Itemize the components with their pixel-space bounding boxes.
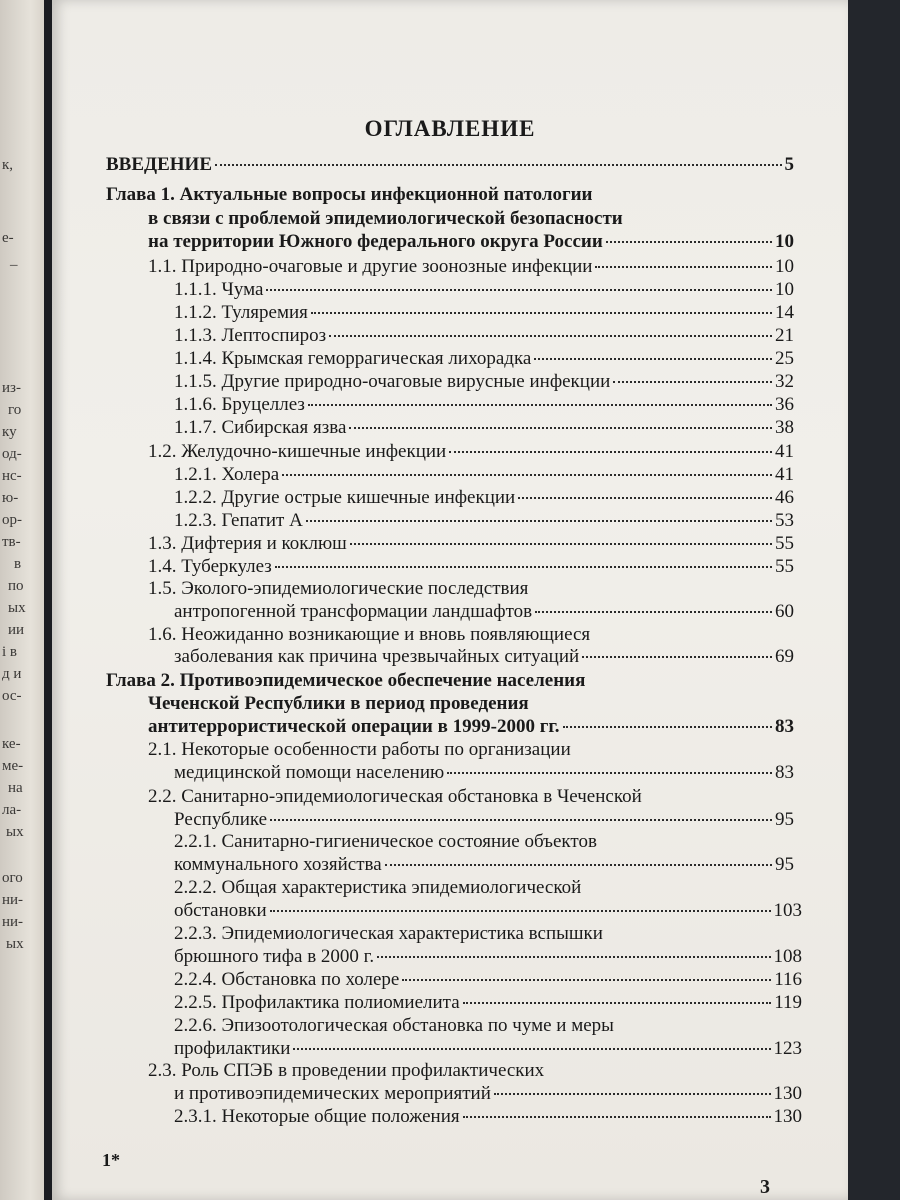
dot-leader xyxy=(282,474,772,476)
page-ref: 116 xyxy=(774,969,802,990)
dot-leader xyxy=(447,772,772,774)
dot-leader xyxy=(349,427,772,429)
toc-entry-2-2-line-2: Республике 95 xyxy=(174,809,794,830)
dot-leader xyxy=(266,289,772,291)
toc-entry-2-2-4: 2.2.4. Обстановка по холере 116 xyxy=(174,969,802,990)
toc-entry-2-1-line-2: медицинской помощи населению 83 xyxy=(174,762,794,783)
toc-entry-1-6-line-2: заболевания как причина чрезвычайных ситуаций 69 xyxy=(174,646,794,667)
page-ref: 108 xyxy=(773,946,802,967)
toc-entry-1-1-7: 1.1.7. Сибирская язва 38 xyxy=(174,417,794,438)
left-page-fragment: і в xyxy=(2,644,17,660)
page-ref: 14 xyxy=(775,302,794,323)
page-ref: 103 xyxy=(773,900,802,921)
toc-page xyxy=(52,0,848,1200)
page-ref: 119 xyxy=(774,992,802,1013)
page-ref: 25 xyxy=(775,348,794,369)
dot-leader xyxy=(329,335,772,337)
dot-leader xyxy=(293,1048,770,1050)
toc-entry-2-2-3-line-1: 2.2.3. Эпидемиологическая характеристика вспышки xyxy=(174,923,603,944)
page-ref: 69 xyxy=(775,646,794,667)
toc-entry-2-2-6-line-1: 2.2.6. Эпизоотологическая обстановка по чуме и меры xyxy=(174,1015,614,1036)
toc-entry-1-1: 1.1. Природно-очаговые и другие зоонозные инфекции 10 xyxy=(148,256,794,277)
left-page-fragment: ку xyxy=(2,424,17,440)
left-page-fragment: ии xyxy=(8,622,25,638)
dot-leader xyxy=(463,1002,772,1004)
dot-leader xyxy=(311,312,772,314)
left-facing-page xyxy=(0,0,44,1200)
page-ref: 10 xyxy=(775,279,794,300)
toc-chapter-2-line-2: Чеченской Республики в период проведения xyxy=(148,693,529,714)
dot-leader xyxy=(402,979,771,981)
left-page-fragment: на xyxy=(8,780,23,796)
left-page-fragment: ос- xyxy=(2,688,22,704)
toc-chapter-1-line-3: на территории Южного федерального округа России 10 xyxy=(148,231,794,252)
page-ref: 32 xyxy=(775,371,794,392)
left-page-fragment: ни- xyxy=(2,914,24,930)
toc-entry-2-1-line-1: 2.1. Некоторые особенности работы по организации xyxy=(148,739,571,760)
dot-leader xyxy=(463,1116,771,1118)
left-page-fragment: го xyxy=(8,402,22,418)
dot-leader xyxy=(275,566,772,568)
toc-entry-1-1-2: 1.1.2. Туляремия 14 xyxy=(174,302,794,323)
left-page-fragment: по xyxy=(8,578,24,594)
page-ref: 53 xyxy=(775,510,794,531)
toc-entry-1-5-line-1: 1.5. Эколого-эпидемиологические последствия xyxy=(148,578,529,599)
dot-leader xyxy=(563,726,772,728)
toc-entry-1-2-3: 1.2.3. Гепатит А 53 xyxy=(174,510,794,531)
dot-leader xyxy=(606,241,772,243)
signature-mark: 1* xyxy=(102,1150,120,1170)
page-ref: 41 xyxy=(775,464,794,485)
dot-leader xyxy=(270,819,772,821)
left-page-fragment: ю- xyxy=(2,490,19,506)
left-page-fragment: нс- xyxy=(2,468,22,484)
toc-chapter-2-line-1: Глава 2. Противоэпидемическое обеспечение населения xyxy=(106,670,586,691)
page-ref: 130 xyxy=(773,1106,802,1127)
page-ref: 130 xyxy=(773,1083,802,1104)
left-page-fragment: в xyxy=(14,556,22,572)
dot-leader xyxy=(270,910,771,912)
dot-leader xyxy=(385,864,772,866)
toc-entry-1-1-3: 1.1.3. Лептоспироз 21 xyxy=(174,325,794,346)
left-page-fragment: ла- xyxy=(2,802,22,818)
left-page-fragment: ке- xyxy=(2,736,21,752)
toc-entry-2-2-5: 2.2.5. Профилактика полиомиелита 119 xyxy=(174,992,802,1013)
left-page-fragment: ни- xyxy=(2,892,24,908)
dot-leader xyxy=(582,656,772,658)
left-page-fragment: ор- xyxy=(2,512,22,528)
toc-entry-1-3: 1.3. Дифтерия и коклюш 55 xyxy=(148,533,794,554)
dot-leader xyxy=(535,611,772,613)
toc-chapter-1-line-2: в связи с проблемой эпидемиологической безопасности xyxy=(148,208,623,229)
toc-entry-1-1-6: 1.1.6. Бруцеллез 36 xyxy=(174,394,794,415)
toc-entry-1-4: 1.4. Туберкулез 55 xyxy=(148,556,794,577)
toc-entry-1-2-1: 1.2.1. Холера 41 xyxy=(174,464,794,485)
toc-entry-2-3-line-2: и противоэпидемических мероприятий 130 xyxy=(174,1083,802,1104)
toc-entry-1-1-4: 1.1.4. Крымская геморрагическая лихорадка 25 xyxy=(174,348,794,369)
dot-leader xyxy=(449,451,772,453)
page-ref: 123 xyxy=(773,1038,802,1059)
toc-entry-2-3-1: 2.3.1. Некоторые общие положения 130 xyxy=(174,1106,802,1127)
page-ref: 10 xyxy=(775,231,794,252)
toc-chapter-2-line-3: антитеррористической операции в 1999-2000 гг. 83 xyxy=(148,716,794,737)
dot-leader xyxy=(595,266,772,268)
toc-entry-2-2-1-line-2: коммунального хозяйства 95 xyxy=(174,854,794,875)
dot-leader xyxy=(350,543,772,545)
page-ref: 38 xyxy=(775,417,794,438)
toc-entry-2-3-line-1: 2.3. Роль СПЭБ в проведении профилактических xyxy=(148,1060,545,1081)
toc-entry-2-2-1-line-1: 2.2.1. Санитарно-гигиеническое состояние объектов xyxy=(174,831,597,852)
left-page-fragment: од- xyxy=(2,446,22,462)
page-ref: 41 xyxy=(775,441,794,462)
dot-leader xyxy=(215,164,782,166)
left-page-fragment: тв- xyxy=(2,534,21,550)
page-ref: 46 xyxy=(775,487,794,508)
left-page-fragment: ого xyxy=(2,870,23,886)
toc-entry-1-2: 1.2. Желудочно-кишечные инфекции 41 xyxy=(148,441,794,462)
background-surface xyxy=(848,0,900,1200)
page-ref: 95 xyxy=(775,854,794,875)
toc-entry-1-1-5: 1.1.5. Другие природно-очаговые вирусные инфекции 32 xyxy=(174,371,794,392)
dot-leader xyxy=(494,1093,771,1095)
left-page-fragment: – xyxy=(10,257,18,273)
dot-leader xyxy=(306,520,772,522)
page-ref: 55 xyxy=(775,556,794,577)
page-number: 3 xyxy=(760,1176,770,1198)
left-page-fragment: к, xyxy=(2,157,14,173)
toc-entry-2-2-2-line-2: обстановки 103 xyxy=(174,900,802,921)
left-page-fragment: ых xyxy=(6,936,24,952)
dot-leader xyxy=(377,956,770,958)
toc-entry-1-5-line-2: антропогенной трансформации ландшафтов 60 xyxy=(174,601,794,622)
page-ref: 21 xyxy=(775,325,794,346)
left-page-fragment: ме- xyxy=(2,758,24,774)
toc-entry-1-6-line-1: 1.6. Неожиданно возникающие и вновь появляющиеся xyxy=(148,624,591,645)
page-ref: 83 xyxy=(775,762,794,783)
toc-entry-2-2-3-line-2: брюшного тифа в 2000 г. 108 xyxy=(174,946,802,967)
dot-leader xyxy=(613,381,772,383)
page-title: ОГЛАВЛЕНИЕ xyxy=(364,116,536,141)
toc-entry-1-2-2: 1.2.2. Другие острые кишечные инфекции 46 xyxy=(174,487,794,508)
left-page-fragment: из- xyxy=(2,380,21,396)
left-page-fragment: е- xyxy=(2,230,14,246)
left-page-fragment: ых xyxy=(6,824,24,840)
toc-entry-2-2-6-line-2: профилактики 123 xyxy=(174,1038,802,1059)
dot-leader xyxy=(308,404,772,406)
left-page-fragment: д и xyxy=(2,666,22,682)
page-ref: 83 xyxy=(775,716,794,737)
page-ref: 36 xyxy=(775,394,794,415)
toc-chapter-1-line-1: Глава 1. Актуальные вопросы инфекционной патологии xyxy=(106,184,593,205)
page-ref: 60 xyxy=(775,601,794,622)
dot-leader xyxy=(518,497,772,499)
page-ref: 55 xyxy=(775,533,794,554)
dot-leader xyxy=(534,358,772,360)
toc-entry-2-2-2-line-1: 2.2.2. Общая характеристика эпидемиологической xyxy=(174,877,582,898)
page-ref: 10 xyxy=(775,256,794,277)
page-ref: 5 xyxy=(784,154,794,175)
left-page-fragment: ых xyxy=(8,600,26,616)
page-ref: 95 xyxy=(775,809,794,830)
toc-entry-1-1-1: 1.1.1. Чума 10 xyxy=(174,279,794,300)
toc-entry-intro: ВВЕДЕНИЕ 5 xyxy=(106,154,794,175)
toc-entry-2-2-line-1: 2.2. Санитарно-эпидемиологическая обстановка в Чеченской xyxy=(148,786,642,807)
